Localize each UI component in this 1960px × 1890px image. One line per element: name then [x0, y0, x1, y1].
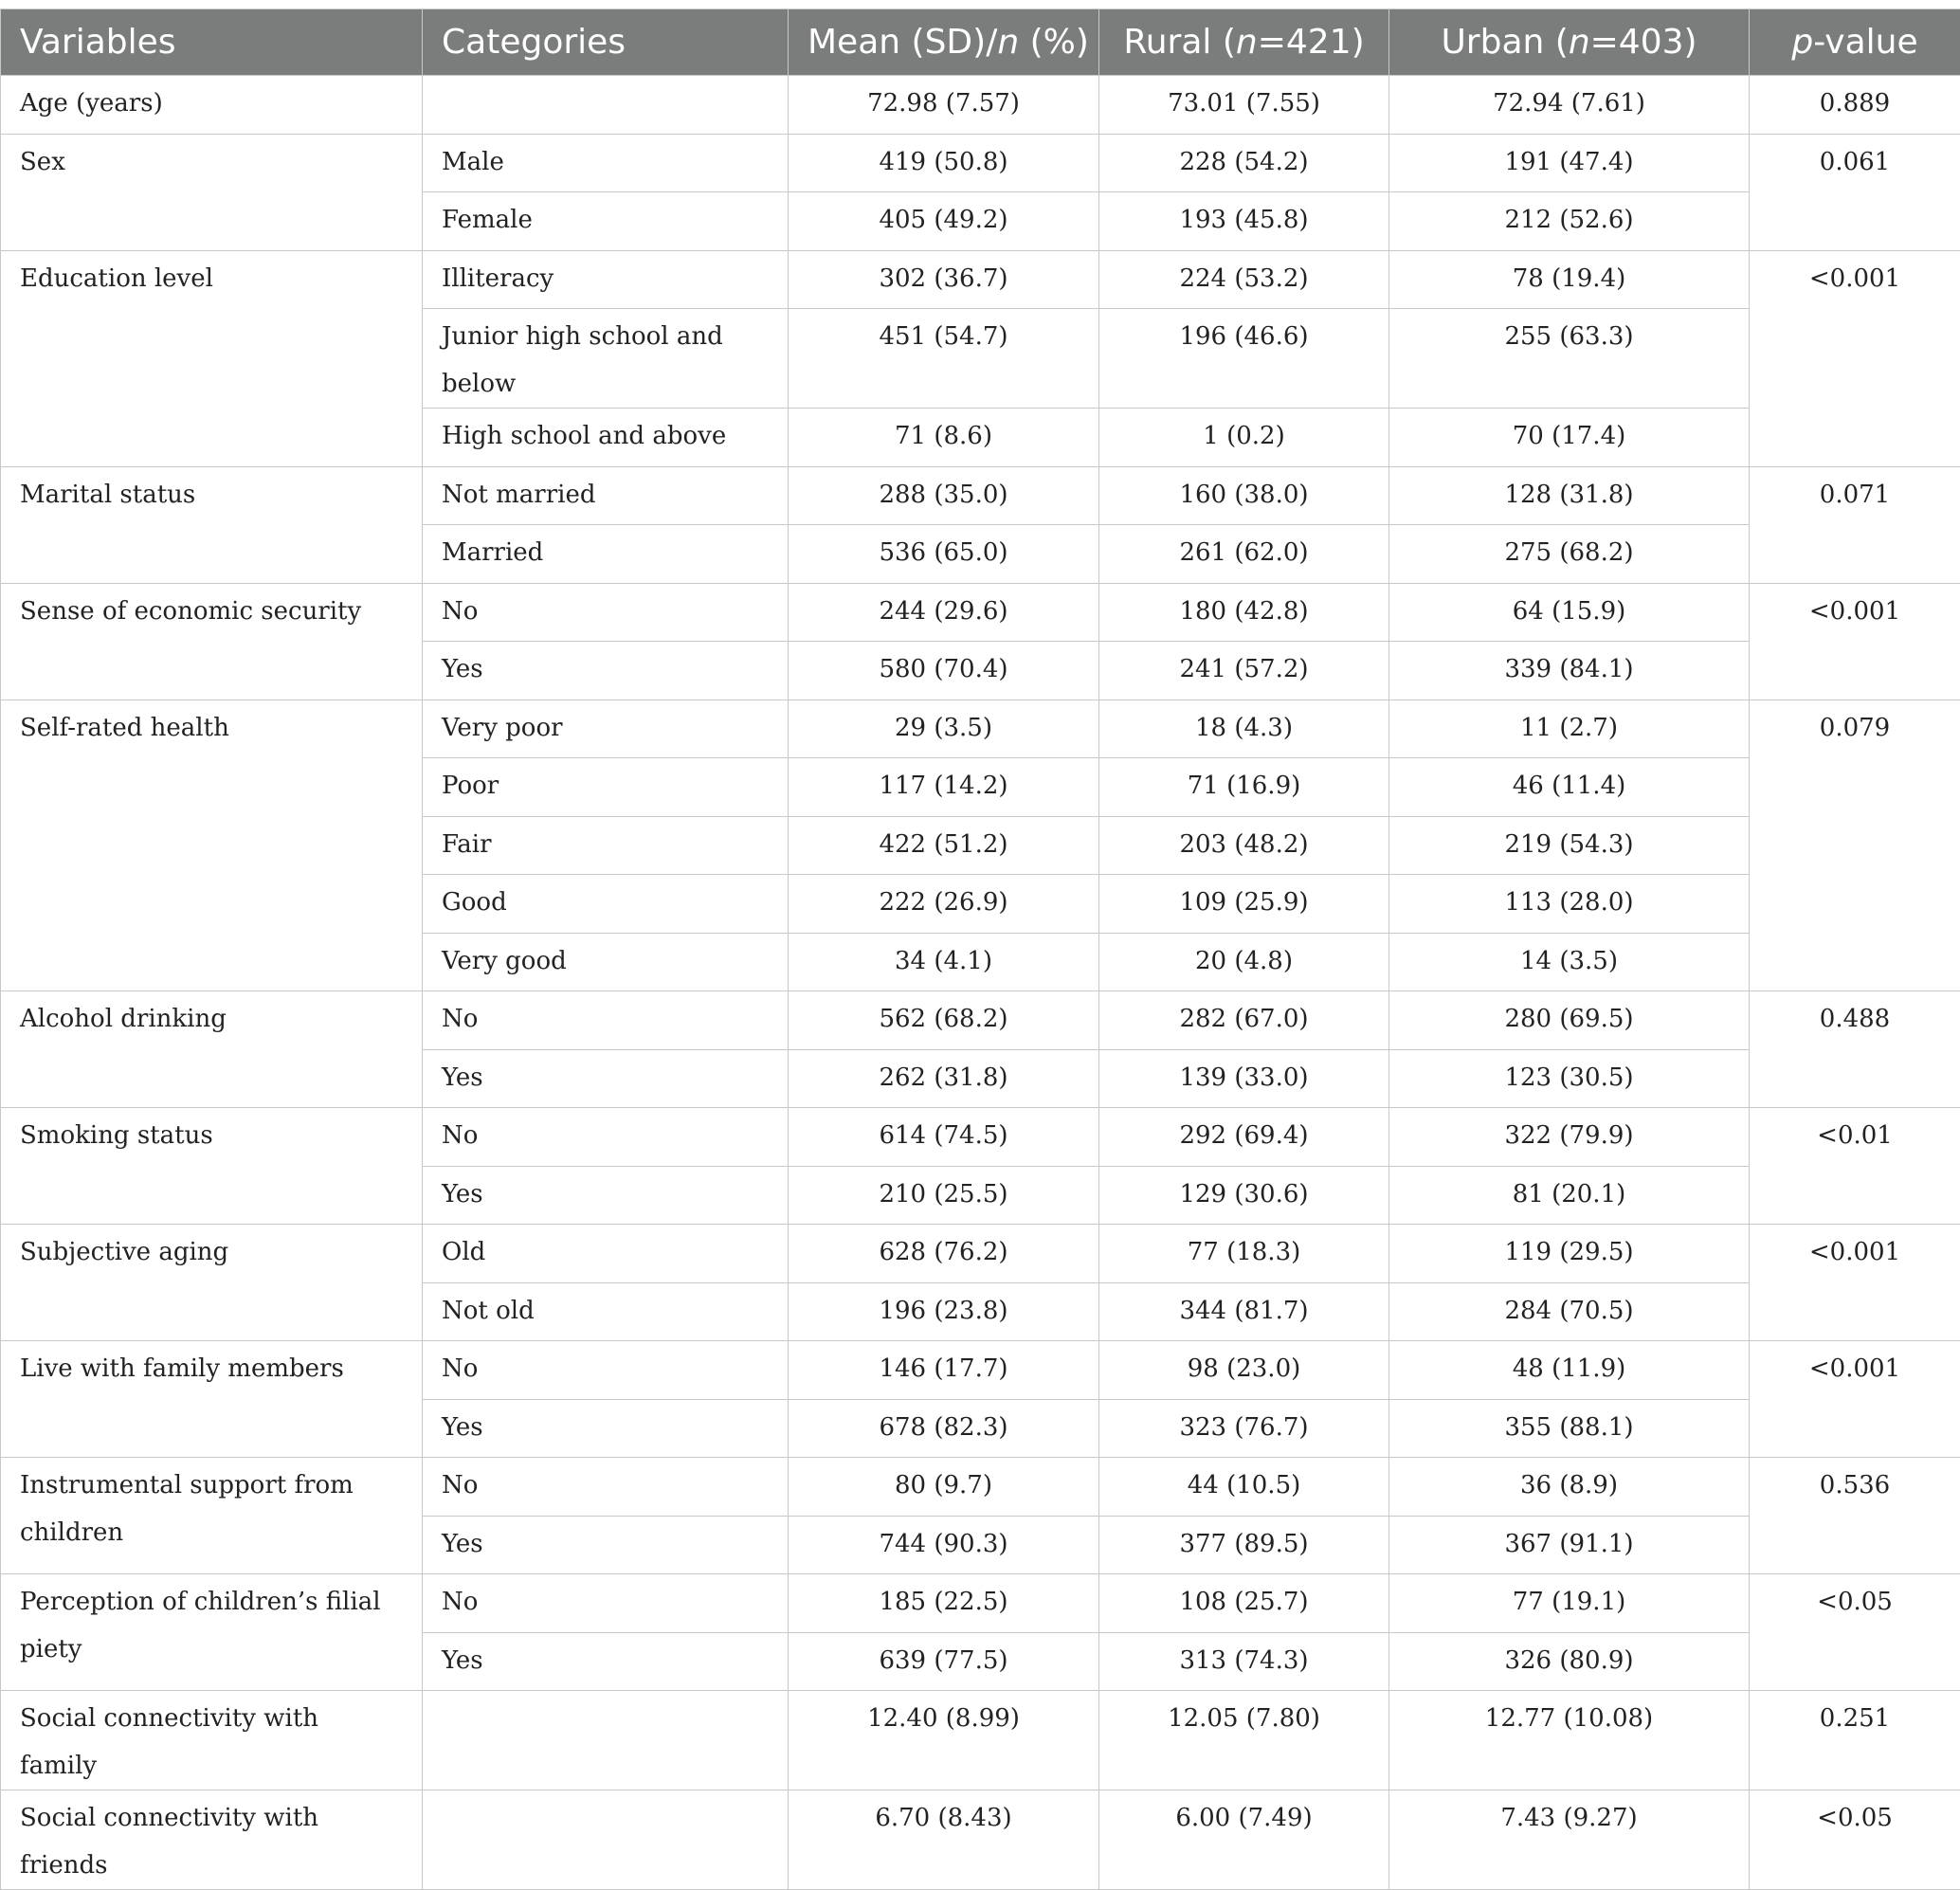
- mean-cell: 288 (35.0): [789, 466, 1099, 525]
- header-mean-n: n: [997, 23, 1019, 62]
- category-cell: Very poor: [423, 700, 789, 758]
- header-mean-post: (%): [1019, 23, 1089, 62]
- category-cell: Yes: [423, 1632, 789, 1691]
- p-value-cell: 0.071: [1750, 466, 1960, 583]
- p-value-cell: 0.251: [1750, 1691, 1960, 1790]
- mean-cell: 451 (54.7): [789, 309, 1099, 409]
- category-cell: Yes: [423, 1516, 789, 1574]
- mean-cell: 744 (90.3): [789, 1516, 1099, 1574]
- variable-cell: Education level: [1, 250, 423, 466]
- mean-cell: 422 (51.2): [789, 816, 1099, 875]
- variable-cell: Social connectivity with family: [1, 1691, 423, 1790]
- category-cell: Yes: [423, 1399, 789, 1458]
- urban-cell: 255 (63.3): [1389, 309, 1750, 409]
- rural-cell: 18 (4.3): [1099, 700, 1389, 758]
- category-cell: No: [423, 991, 789, 1050]
- header-mean-pre: Mean (SD)/: [808, 23, 997, 62]
- mean-cell: 196 (23.8): [789, 1282, 1099, 1341]
- rural-cell: 139 (33.0): [1099, 1049, 1389, 1108]
- urban-cell: 219 (54.3): [1389, 816, 1750, 875]
- urban-cell: 14 (3.5): [1389, 933, 1750, 991]
- header-mean: [789, 9, 1099, 76]
- urban-cell: 81 (20.1): [1389, 1166, 1750, 1225]
- urban-cell: 64 (15.9): [1389, 583, 1750, 642]
- header-p-value: [1750, 9, 1960, 76]
- urban-cell: 78 (19.4): [1389, 250, 1750, 309]
- urban-cell: 72.94 (7.61): [1389, 76, 1750, 135]
- p-value-cell: 0.536: [1750, 1458, 1960, 1574]
- category-cell: Not married: [423, 466, 789, 525]
- table-row: [1, 1341, 1960, 1400]
- rural-cell: 12.05 (7.80): [1099, 1691, 1389, 1790]
- rural-cell: 20 (4.8): [1099, 933, 1389, 991]
- rural-cell: 313 (74.3): [1099, 1632, 1389, 1691]
- table-row: [1, 466, 1960, 525]
- variable-cell: Marital status: [1, 466, 423, 583]
- table-row: [1, 700, 1960, 758]
- header-row: [1, 9, 1960, 76]
- variable-cell: Sense of economic security: [1, 583, 423, 700]
- urban-cell: 46 (11.4): [1389, 758, 1750, 817]
- table-row: [1, 1574, 1960, 1633]
- p-value-cell: 0.488: [1750, 991, 1960, 1108]
- p-value-cell: 0.061: [1750, 134, 1960, 250]
- p-value-cell: <0.05: [1750, 1574, 1960, 1691]
- category-cell: Male: [423, 134, 789, 192]
- header-urban-pre: Urban (: [1441, 23, 1568, 62]
- header-rural-post: =421): [1258, 23, 1365, 62]
- table-container: [0, 9, 1960, 1890]
- category-cell: Yes: [423, 1049, 789, 1108]
- urban-cell: 212 (52.6): [1389, 192, 1750, 251]
- variable-cell: Alcohol drinking: [1, 991, 423, 1108]
- category-cell: No: [423, 1341, 789, 1400]
- rural-cell: 73.01 (7.55): [1099, 76, 1389, 135]
- category-cell: Female: [423, 192, 789, 251]
- urban-cell: 339 (84.1): [1389, 642, 1750, 700]
- mean-cell: 419 (50.8): [789, 134, 1099, 192]
- category-cell: [423, 1790, 789, 1890]
- rural-cell: 292 (69.4): [1099, 1108, 1389, 1167]
- p-value-cell: <0.001: [1750, 250, 1960, 466]
- category-cell: [423, 76, 789, 135]
- rural-cell: 224 (53.2): [1099, 250, 1389, 309]
- mean-cell: 639 (77.5): [789, 1632, 1099, 1691]
- rural-cell: 109 (25.9): [1099, 875, 1389, 934]
- p-value-cell: <0.001: [1750, 1225, 1960, 1341]
- urban-cell: 280 (69.5): [1389, 991, 1750, 1050]
- mean-cell: 210 (25.5): [789, 1166, 1099, 1225]
- category-cell: Old: [423, 1225, 789, 1283]
- urban-cell: 275 (68.2): [1389, 525, 1750, 584]
- category-cell: Yes: [423, 1166, 789, 1225]
- table-body: [1, 76, 1960, 1890]
- mean-cell: 405 (49.2): [789, 192, 1099, 251]
- urban-cell: 326 (80.9): [1389, 1632, 1750, 1691]
- table-row: [1, 1108, 1960, 1167]
- rural-cell: 71 (16.9): [1099, 758, 1389, 817]
- table-row: [1, 1458, 1960, 1517]
- rural-cell: 323 (76.7): [1099, 1399, 1389, 1458]
- p-value-cell: <0.001: [1750, 1341, 1960, 1458]
- urban-cell: 7.43 (9.27): [1389, 1790, 1750, 1890]
- variable-cell: Subjective aging: [1, 1225, 423, 1341]
- p-value-cell: <0.01: [1750, 1108, 1960, 1225]
- category-cell: Not old: [423, 1282, 789, 1341]
- urban-cell: 284 (70.5): [1389, 1282, 1750, 1341]
- p-value-cell: 0.889: [1750, 76, 1960, 135]
- category-cell: Yes: [423, 642, 789, 700]
- mean-cell: 244 (29.6): [789, 583, 1099, 642]
- header-variables: Variables: [1, 9, 423, 76]
- rural-cell: 160 (38.0): [1099, 466, 1389, 525]
- category-cell: No: [423, 1108, 789, 1167]
- header-p-pre: p: [1791, 23, 1813, 62]
- mean-cell: 628 (76.2): [789, 1225, 1099, 1283]
- mean-cell: 72.98 (7.57): [789, 76, 1099, 135]
- rural-cell: 6.00 (7.49): [1099, 1790, 1389, 1890]
- mean-cell: 580 (70.4): [789, 642, 1099, 700]
- table-row: [1, 991, 1960, 1050]
- p-value-cell: <0.05: [1750, 1790, 1960, 1890]
- mean-cell: 185 (22.5): [789, 1574, 1099, 1633]
- mean-cell: 6.70 (8.43): [789, 1790, 1099, 1890]
- p-value-cell: <0.001: [1750, 583, 1960, 700]
- header-urban: [1389, 9, 1750, 76]
- header-rural-pre: Rural (: [1123, 23, 1236, 62]
- rural-cell: 203 (48.2): [1099, 816, 1389, 875]
- category-cell: No: [423, 1574, 789, 1633]
- urban-cell: 123 (30.5): [1389, 1049, 1750, 1108]
- rural-cell: 44 (10.5): [1099, 1458, 1389, 1517]
- header-urban-post: =403): [1590, 23, 1697, 62]
- category-cell: Good: [423, 875, 789, 934]
- variable-cell: Live with family members: [1, 1341, 423, 1458]
- urban-cell: 191 (47.4): [1389, 134, 1750, 192]
- category-cell: [423, 1691, 789, 1790]
- urban-cell: 113 (28.0): [1389, 875, 1750, 934]
- table-row: [1, 1225, 1960, 1283]
- mean-cell: 80 (9.7): [789, 1458, 1099, 1517]
- rural-cell: 228 (54.2): [1099, 134, 1389, 192]
- category-cell: Junior high school and below: [423, 309, 789, 409]
- mean-cell: 614 (74.5): [789, 1108, 1099, 1167]
- rural-cell: 180 (42.8): [1099, 583, 1389, 642]
- mean-cell: 29 (3.5): [789, 700, 1099, 758]
- rural-cell: 377 (89.5): [1099, 1516, 1389, 1574]
- urban-cell: 128 (31.8): [1389, 466, 1750, 525]
- category-cell: Fair: [423, 816, 789, 875]
- header-rural: [1099, 9, 1389, 76]
- urban-cell: 322 (79.9): [1389, 1108, 1750, 1167]
- rural-cell: 261 (62.0): [1099, 525, 1389, 584]
- table-row: [1, 583, 1960, 642]
- header-p-post: -value: [1813, 23, 1917, 62]
- variable-cell: Self-rated health: [1, 700, 423, 991]
- p-value-cell: 0.079: [1750, 700, 1960, 991]
- table-row: [1, 250, 1960, 309]
- mean-cell: 678 (82.3): [789, 1399, 1099, 1458]
- category-cell: No: [423, 583, 789, 642]
- mean-cell: 536 (65.0): [789, 525, 1099, 584]
- rural-cell: 108 (25.7): [1099, 1574, 1389, 1633]
- mean-cell: 117 (14.2): [789, 758, 1099, 817]
- variable-cell: Perception of children’s filial piety: [1, 1574, 423, 1691]
- rural-cell: 344 (81.7): [1099, 1282, 1389, 1341]
- variable-cell: Social connectivity with friends: [1, 1790, 423, 1890]
- urban-cell: 12.77 (10.08): [1389, 1691, 1750, 1790]
- rural-cell: 98 (23.0): [1099, 1341, 1389, 1400]
- rural-cell: 193 (45.8): [1099, 192, 1389, 251]
- mean-cell: 146 (17.7): [789, 1341, 1099, 1400]
- urban-cell: 355 (88.1): [1389, 1399, 1750, 1458]
- table-row: [1, 76, 1960, 135]
- rural-cell: 129 (30.6): [1099, 1166, 1389, 1225]
- category-cell: Married: [423, 525, 789, 584]
- category-cell: Illiteracy: [423, 250, 789, 309]
- variable-cell: Sex: [1, 134, 423, 250]
- rural-cell: 1 (0.2): [1099, 409, 1389, 467]
- table-row: [1, 1691, 1960, 1790]
- urban-cell: 367 (91.1): [1389, 1516, 1750, 1574]
- category-cell: High school and above: [423, 409, 789, 467]
- urban-cell: 70 (17.4): [1389, 409, 1750, 467]
- rural-cell: 77 (18.3): [1099, 1225, 1389, 1283]
- urban-cell: 11 (2.7): [1389, 700, 1750, 758]
- table-row: [1, 1790, 1960, 1890]
- rural-cell: 241 (57.2): [1099, 642, 1389, 700]
- mean-cell: 302 (36.7): [789, 250, 1099, 309]
- category-cell: Very good: [423, 933, 789, 991]
- category-cell: Poor: [423, 758, 789, 817]
- variable-cell: Smoking status: [1, 1108, 423, 1225]
- urban-cell: 48 (11.9): [1389, 1341, 1750, 1400]
- urban-cell: 119 (29.5): [1389, 1225, 1750, 1283]
- urban-cell: 77 (19.1): [1389, 1574, 1750, 1633]
- header-urban-n: n: [1569, 23, 1590, 62]
- mean-cell: 222 (26.9): [789, 875, 1099, 934]
- mean-cell: 562 (68.2): [789, 991, 1099, 1050]
- urban-cell: 36 (8.9): [1389, 1458, 1750, 1517]
- mean-cell: 71 (8.6): [789, 409, 1099, 467]
- characteristics-table: [0, 9, 1960, 1890]
- rural-cell: 282 (67.0): [1099, 991, 1389, 1050]
- category-cell: No: [423, 1458, 789, 1517]
- mean-cell: 12.40 (8.99): [789, 1691, 1099, 1790]
- mean-cell: 262 (31.8): [789, 1049, 1099, 1108]
- mean-cell: 34 (4.1): [789, 933, 1099, 991]
- variable-cell: Instrumental support from children: [1, 1458, 423, 1574]
- header-rural-n: n: [1236, 23, 1258, 62]
- rural-cell: 196 (46.6): [1099, 309, 1389, 409]
- table-row: [1, 134, 1960, 192]
- variable-cell: Age (years): [1, 76, 423, 135]
- header-categories: Categories: [423, 9, 789, 76]
